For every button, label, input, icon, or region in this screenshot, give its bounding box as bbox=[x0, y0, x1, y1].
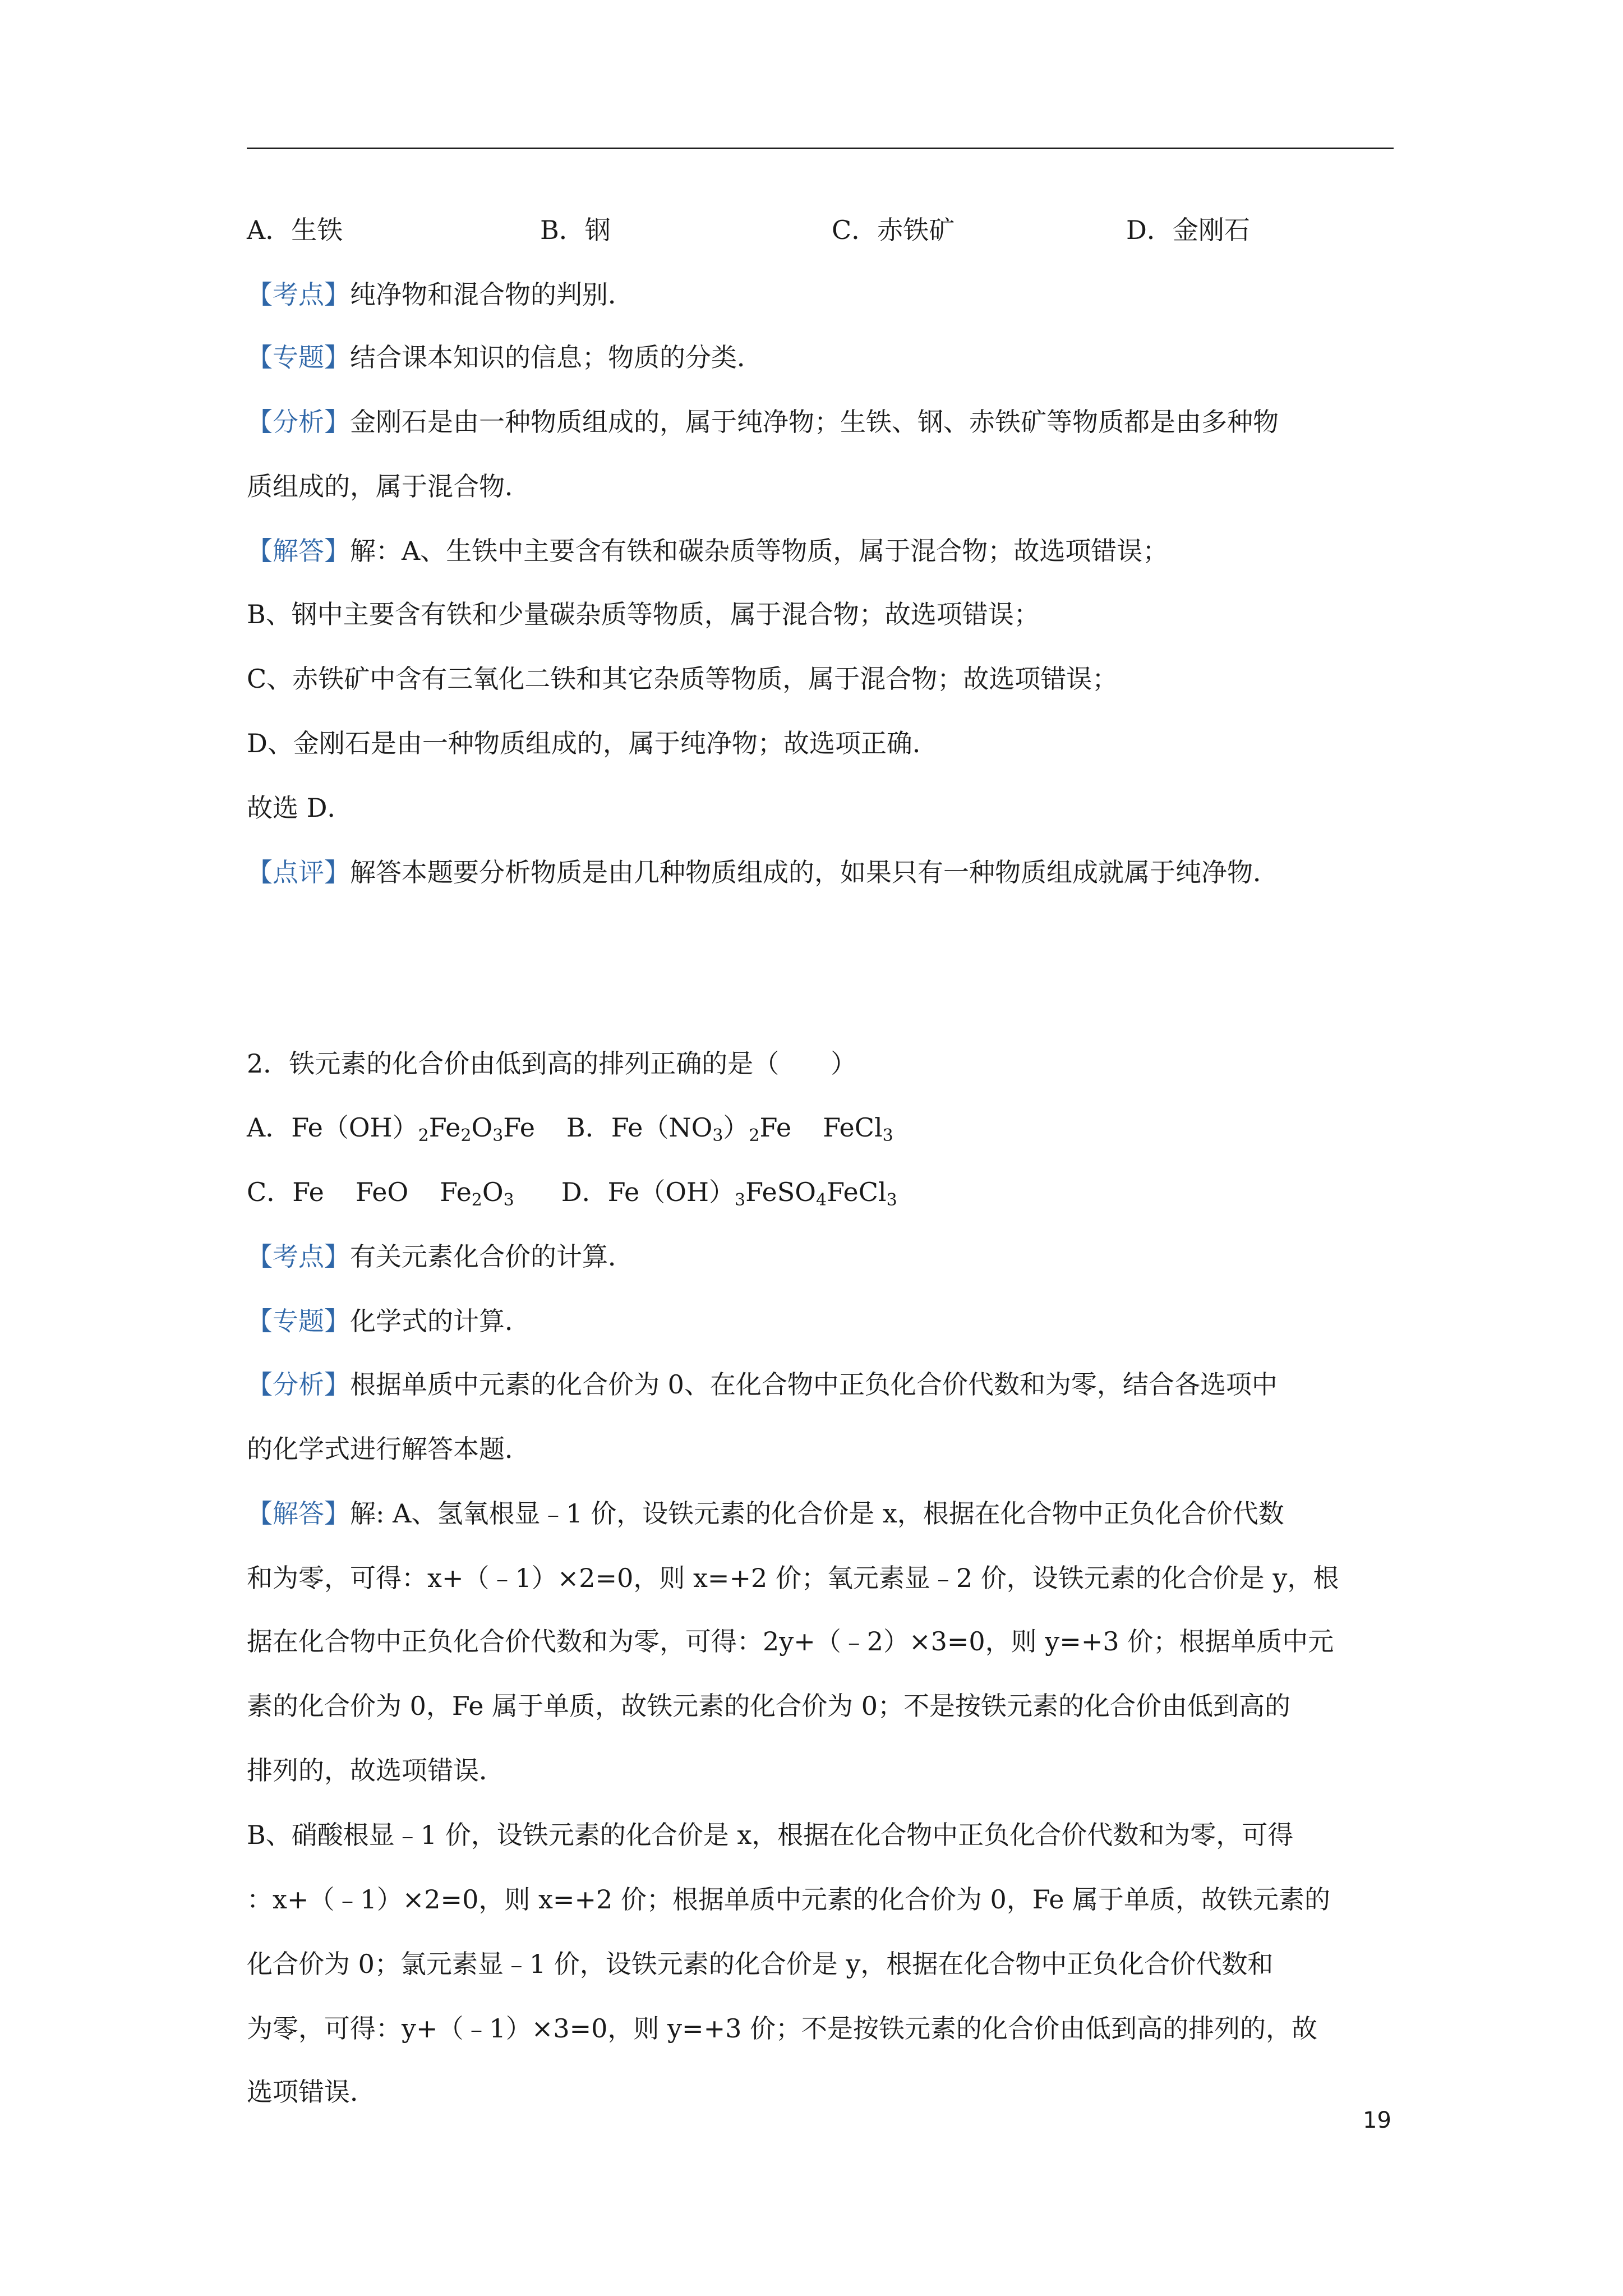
q2-jieda-line6: B、硝酸根显﹣1 价，设铁元素的化合价是 x，根据在化合物中正负化合价代数和为零，可得 bbox=[247, 1820, 1294, 1850]
q2-jieda-line7: ：x+（﹣1）×2=0，则 x=+2 价；根据单质中元素的化合价为 0，Fe 属于单质，故铁元素的 bbox=[247, 1884, 1331, 1915]
kaodian-text: 有关元素化合价的计算． bbox=[350, 1241, 634, 1272]
dianping-tag: 【点评】 bbox=[247, 857, 350, 887]
q1-jieda-line2: B、钢中主要含有铁和少量碳杂质等物质，属于混合物；故选项错误； bbox=[247, 599, 1040, 629]
q1-answer: 故选 D． bbox=[247, 793, 353, 823]
page-number: 19 bbox=[1363, 2108, 1391, 2133]
q2-option-a: A．$Fe(OH)_2Fe_2O_3Fe$ bbox=[247, 1112, 535, 1145]
kaodian-tag: 【考点】 bbox=[247, 279, 350, 310]
q1-zhuanti bbox=[247, 341, 1394, 374]
q2-fenxi bbox=[247, 1368, 1394, 1401]
q2-zhuanti bbox=[247, 1304, 1394, 1338]
q2-option-b: B．$Fe(NO_3)_2Fe$ FeCl$_3$ bbox=[566, 1112, 893, 1145]
q1-jieda-line3: C、赤铁矿中含有三氧化二铁和其它杂质等物质，属于混合物；故选项错误； bbox=[247, 664, 1118, 694]
q2-options-cd bbox=[247, 1175, 1394, 1209]
q2-jieda-line8: 化合价为 0；氯元素显﹣1 价，设铁元素的化合价是 y，根据在化合物中正负化合价代数和 bbox=[247, 1949, 1274, 1979]
q1-option-a: A．生铁 bbox=[247, 215, 343, 245]
q1-option-d: D．金刚石 bbox=[1126, 215, 1250, 245]
zhuanti-text: 结合课本知识的信息；物质的分类． bbox=[350, 342, 763, 372]
fenxi-text: 金刚石是由一种物质组成的，属于纯净物；生铁、钢、赤铁矿等物质都是由多种物 bbox=[350, 407, 1279, 437]
q2-kaodian bbox=[247, 1240, 1394, 1273]
fenxi-text: 根据单质中元素的化合价为 0、在化合物中正负化合价代数和为零，结合各选项中 bbox=[350, 1369, 1278, 1400]
kaodian-tag: 【考点】 bbox=[247, 1241, 350, 1272]
q1-jieda bbox=[247, 534, 1394, 568]
jieda-text: 解：A、生铁中主要含有铁和碳杂质等物质，属于混合物；故选项错误； bbox=[350, 536, 1169, 566]
q1-option-c: C．赤铁矿 bbox=[832, 215, 955, 245]
q2-option-d: D．$Fe(OH)_3FeSO_4FeCl_3$ bbox=[561, 1177, 897, 1210]
q2-fenxi-line2: 的化学式进行解答本题． bbox=[247, 1434, 531, 1464]
dianping-text: 解答本题要分析物质是由几种物质组成的，如果只有一种物质组成就属于纯净物． bbox=[350, 857, 1279, 887]
q2-jieda-line2: 和为零，可得：x+（﹣1）×2=0，则 x=+2 价；氧元素显﹣2 价，设铁元素的化合价是 y，根 bbox=[247, 1563, 1339, 1593]
q2-stem: 2．铁元素的化合价由低到高的排列正确的是（ ） bbox=[247, 1048, 857, 1079]
q1-jieda-line4: D、金刚石是由一种物质组成的，属于纯净物；故选项正确． bbox=[247, 728, 938, 758]
zhuanti-tag: 【专题】 bbox=[247, 342, 350, 372]
jieda-text: 解: A、氢氧根显﹣1 价，设铁元素的化合价是 x，根据在化合物中正负化合价代数 bbox=[350, 1498, 1284, 1529]
jieda-tag: 【解答】 bbox=[247, 1498, 350, 1529]
q1-kaodian bbox=[247, 278, 1394, 311]
q2-jieda-line9: 为零，可得：y+（﹣1）×3=0，则 y=+3 价；不是按铁元素的化合价由低到高的排列的，故 bbox=[247, 2013, 1317, 2044]
jieda-tag: 【解答】 bbox=[247, 536, 350, 566]
q1-dianping bbox=[247, 855, 1394, 889]
q1-option-b: B．钢 bbox=[540, 215, 611, 245]
q1-fenxi-line2: 质组成的，属于混合物． bbox=[247, 471, 531, 501]
zhuanti-tag: 【专题】 bbox=[247, 1306, 350, 1336]
q2-jieda-line10: 选项错误． bbox=[247, 2077, 376, 2107]
zhuanti-text: 化学式的计算． bbox=[350, 1306, 531, 1336]
fenxi-tag: 【分析】 bbox=[247, 1369, 350, 1400]
q2-jieda-line5: 排列的，故选项错误． bbox=[247, 1755, 505, 1786]
q1-fenxi bbox=[247, 405, 1394, 439]
q2-options-ab bbox=[247, 1111, 1394, 1144]
header-rule bbox=[247, 148, 1394, 149]
q2-option-c: C．Fe FeO $Fe_2O_3$ bbox=[247, 1177, 514, 1210]
fenxi-tag: 【分析】 bbox=[247, 407, 350, 437]
q2-jieda bbox=[247, 1497, 1394, 1530]
q2-jieda-line3: 据在化合物中正负化合价代数和为零，可得：2y+（﹣2）×3=0，则 y=+3 价；根据单质中元 bbox=[247, 1626, 1334, 1657]
kaodian-text: 纯净物和混合物的判别． bbox=[350, 279, 634, 310]
q2-jieda-line4: 素的化合价为 0，Fe 属于单质，故铁元素的化合价为 0；不是按铁元素的化合价由低到高的 bbox=[247, 1691, 1291, 1721]
